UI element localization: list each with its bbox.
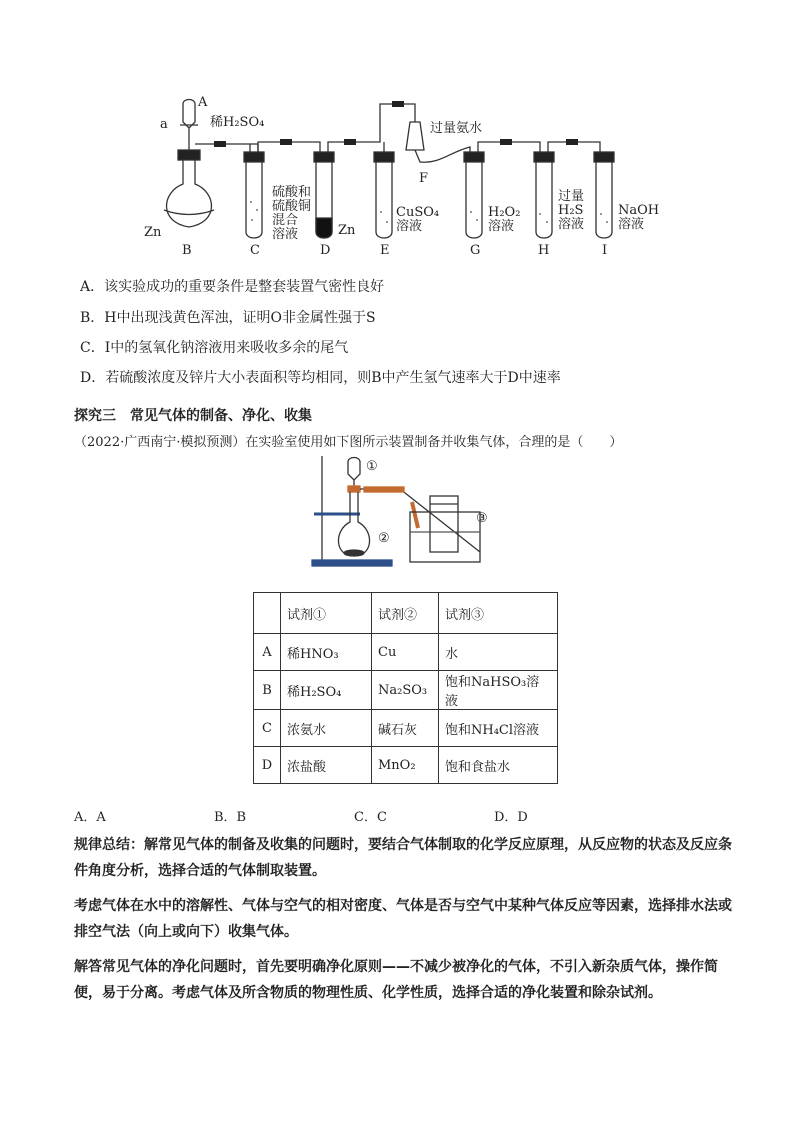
label-F: F: [419, 171, 429, 186]
label-e-solution-2: 溶液: [396, 219, 423, 234]
question-text: （2022·广西南宁·模拟预测）在实验室使用如下图所示装置制备并收集气体，合理的是（ ）: [74, 435, 623, 450]
label-i-solution-1: NaOH: [618, 203, 660, 218]
tube-letter-C: C: [250, 243, 260, 258]
gas-apparatus-diagram: [300, 452, 530, 572]
table-header-cell: 试剂③: [439, 593, 558, 634]
label-i-solution-2: 溶液: [618, 217, 645, 232]
label-h-solution-3: 溶液: [558, 217, 585, 232]
table-cell: 浓氨水: [281, 710, 372, 747]
table-cell: 水: [439, 634, 558, 671]
label-c-solution-1: 硫酸和: [272, 185, 312, 200]
table-header-row: [254, 593, 558, 634]
label-g-solution-1: H₂O₂: [488, 205, 521, 220]
answer-c: C．C: [354, 810, 387, 825]
label-zn-d: Zn: [338, 223, 356, 238]
option-b: B．H中出现浅黄色浑浊，证明O非金属性强于S: [80, 310, 376, 326]
label-e-solution-1: CuSO₄: [396, 205, 440, 220]
table-cell: D: [254, 747, 281, 784]
label-zn-b: Zn: [144, 225, 162, 240]
label-a: a: [160, 117, 168, 132]
answer-a: A．A: [74, 810, 106, 825]
table-header-cell: 试剂①: [281, 593, 372, 634]
option-c: C．I中的氢氧化钠溶液用来吸收多余的尾气: [80, 340, 349, 356]
summary-paragraph-1: 规律总结：解常见气体的制备及收集的问题时，要结合气体制取的化学反应原理，从反应物的状态及反应条件角度分析，选择合适的气体制取装置。: [74, 837, 732, 879]
table-cell: 稀HNO₃: [281, 634, 372, 671]
table-cell: Na₂SO₃: [372, 671, 439, 710]
tube-letter-G: G: [470, 243, 481, 258]
table-cell: 饱和NH₄Cl溶液: [439, 710, 558, 747]
answer-b: B．B: [214, 810, 247, 825]
label-3: ③: [476, 511, 488, 526]
label-g-solution-2: 溶液: [488, 219, 515, 234]
label-c-solution-2: 硫酸铜: [272, 199, 312, 214]
label-h-solution-2: H₂S: [558, 203, 584, 218]
tube-letter-D: D: [320, 243, 331, 258]
label-2: ②: [378, 531, 390, 546]
tube-letter-H: H: [538, 243, 550, 258]
table-cell: Cu: [372, 634, 439, 671]
option-d: D．若硫酸浓度及锌片大小表面积等均相同，则B中产生氢气速率大于D中速率: [80, 370, 561, 386]
section-title: 探究三 常见气体的制备、净化、收集: [74, 408, 312, 424]
label-ammonia: 过量氨水: [430, 121, 483, 136]
table-cell: 稀H₂SO₄: [281, 671, 372, 710]
reagent-table: [253, 592, 558, 784]
table-cell: 饱和NaHSO₃溶液: [439, 671, 558, 710]
table-row: [254, 747, 558, 784]
label-c-solution-3: 混合: [272, 213, 299, 228]
answer-d: D．D: [494, 810, 528, 825]
label-1: ①: [366, 459, 378, 474]
label-acid: 稀H₂SO₄: [210, 115, 265, 130]
table-cell: 浓盐酸: [281, 747, 372, 784]
label-h-solution-1: 过量: [558, 189, 585, 204]
summary-paragraph-2: 考虑气体在水中的溶解性、气体与空气的相对密度、气体是否与空气中某种气体反应等因素，选择排水法或排空气法（向上或向下）收集气体。: [74, 898, 732, 940]
apparatus-diagram: [140, 92, 660, 262]
table-row: [254, 634, 558, 671]
label-c-solution-4: 溶液: [272, 227, 299, 242]
summary-paragraph-3: 解答常见气体的净化问题时，首先要明确净化原则——不减少被净化的气体，不引入新杂质气体，操作简便，易于分离。考虑气体及所含物质的物理性质、化学性质，选择合适的净化装置和除杂试剂。: [74, 959, 718, 1001]
label-A: A: [198, 95, 208, 110]
table-cell: A: [254, 634, 281, 671]
table-cell: B: [254, 671, 281, 710]
table-row: [254, 671, 558, 710]
table-cell: 饱和食盐水: [439, 747, 558, 784]
table-cell: C: [254, 710, 281, 747]
table-header-cell: [254, 593, 281, 634]
table-header-cell: 试剂②: [372, 593, 439, 634]
tube-letter-B: B: [182, 243, 192, 258]
option-a: A．该实验成功的重要条件是整套装置气密性良好: [80, 279, 385, 295]
tube-letter-E: E: [380, 243, 390, 258]
table-row: [254, 710, 558, 747]
tube-letter-I: I: [602, 243, 608, 258]
table-cell: MnO₂: [372, 747, 439, 784]
table-cell: 碱石灰: [372, 710, 439, 747]
